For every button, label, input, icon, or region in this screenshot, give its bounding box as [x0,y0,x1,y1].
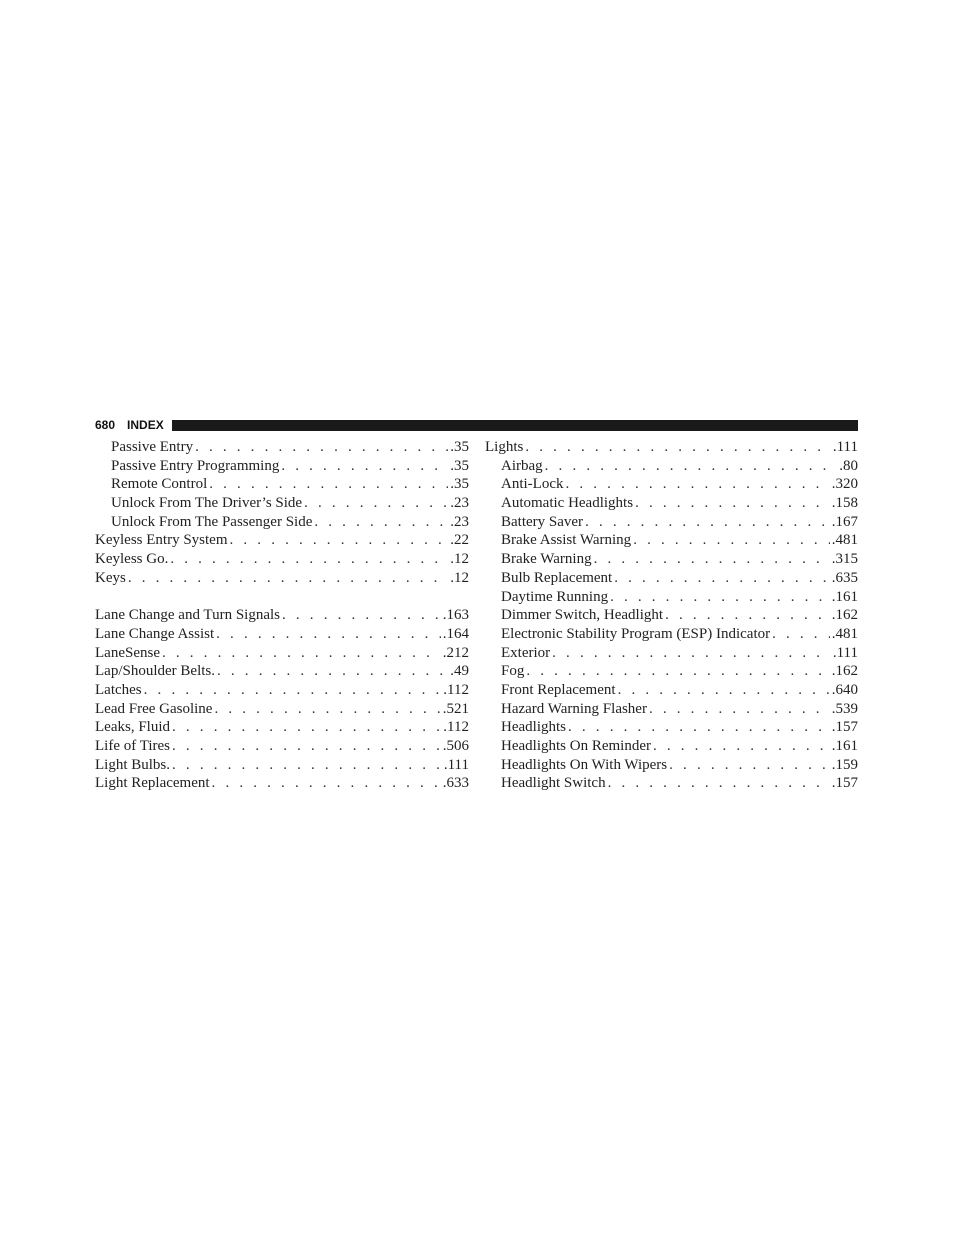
index-subentry [485,513,858,532]
index-subentry [485,774,858,793]
index-term: Automatic Headlights [501,495,634,512]
page-reference: .158 [831,495,858,512]
page-reference: .157 [831,719,858,736]
index-column-left [95,438,469,793]
index-subentry [95,457,469,476]
page-reference: .23 [450,495,469,512]
index-term: Headlights [501,719,566,736]
dot-leader [526,662,829,681]
index-entry [95,718,469,737]
page-reference: .12 [450,569,469,586]
dot-leader [633,531,830,550]
index-entry [95,681,469,700]
index-term: Lead Free Gasoline [95,700,213,717]
page-reference: .640 [831,681,858,698]
index-subentry [95,438,469,457]
index-term: Life of Tires [95,738,170,754]
page-reference: .539 [831,700,858,717]
dot-leader [172,737,441,756]
dot-leader [217,662,448,681]
index-subentry [485,625,858,644]
page-reference: .111 [443,756,469,773]
index-subentry [485,531,858,550]
dot-leader [304,494,448,513]
dot-leader [565,475,829,494]
dot-leader [772,625,830,644]
index-subentry [485,681,858,700]
dot-leader [214,700,440,719]
dot-leader [162,644,441,663]
index-subentry [485,718,858,737]
page-reference: .481 [831,625,858,642]
dot-leader [665,606,830,625]
index-subentry [95,513,469,532]
dot-leader [172,756,442,775]
index-subentry [485,494,858,513]
index-subentry [485,569,858,588]
dot-leader [209,475,448,494]
page-reference: .161 [831,588,858,605]
page-reference: .635 [831,569,858,586]
dot-leader [282,606,441,625]
index-term: Electronic Stability Program (ESP) Indicator [501,625,771,642]
index-term: Lights [485,439,524,455]
index-entry [95,774,469,793]
page-reference: .35 [450,476,469,493]
index-term: Keyless Go. [95,551,169,568]
index-entry [95,700,469,719]
index-term: Headlights On Reminder [501,738,651,754]
page-reference: .320 [831,476,858,493]
index-entry [95,606,469,625]
page-reference: .112 [443,681,469,698]
dot-leader [172,718,441,737]
dot-leader [216,625,441,644]
dot-leader [635,494,830,513]
page-reference: .111 [832,644,858,661]
index-term: Bulb Replacement [501,569,613,586]
index-term: Anti-Lock [501,476,564,493]
index-term: Dimmer Switch, Headlight [501,607,664,624]
dot-leader [610,588,830,607]
index-term: Passive Entry Programming [111,457,280,474]
index-term: Exterior [501,644,551,661]
index-entry [95,662,469,681]
page-reference: .111 [832,439,858,455]
index-entry [95,644,469,663]
page-reference: .315 [831,551,858,568]
index-subentry [485,737,858,756]
dot-leader [568,718,830,737]
index-subentry [485,662,858,681]
index-subentry [95,475,469,494]
page-reference: .521 [442,700,469,717]
dot-leader [614,569,830,588]
index-entry [95,756,469,775]
page-reference: .22 [450,532,469,549]
page-reference: .49 [450,663,469,680]
page-reference: .163 [442,607,469,624]
page-reference: .112 [443,719,469,736]
index-term: Light Replacement [95,775,210,792]
dot-leader [230,531,449,550]
page-reference: .12 [450,551,469,568]
index-subentry [485,644,858,663]
page-reference: .35 [450,439,469,455]
index-term: Lane Change Assist [95,625,215,642]
index-entry [95,569,469,588]
dot-leader [170,550,448,569]
dot-leader [212,774,441,793]
dot-leader [314,513,448,532]
index-term: LaneSense [95,644,160,661]
index-term: Airbag [501,457,543,474]
index-entry [95,550,469,569]
page-reference: .35 [450,457,469,474]
dot-leader [552,644,831,663]
page-reference: .481 [831,532,858,549]
index-term: Battery Saver [501,513,584,530]
index-column-right [485,438,858,793]
page-reference: .162 [831,607,858,624]
page-reference: .161 [831,738,858,754]
index-subentry [485,756,858,775]
index-subentry [485,700,858,719]
index-term: Leaks, Fluid [95,719,170,736]
page-reference: .164 [442,625,469,642]
page-reference: .80 [839,457,858,474]
dot-leader [281,457,448,476]
page-reference: .633 [442,775,469,792]
index-term: Latches [95,681,142,698]
index-entry [95,625,469,644]
index-term: Fog [501,663,525,680]
index-term: Brake Warning [501,551,592,568]
index-term: Front Replacement [501,681,616,698]
dot-leader [525,438,831,457]
index-entry [485,438,858,457]
index-term: Keys [95,569,126,586]
index-term: Hazard Warning Flasher [501,700,647,717]
index-term: Unlock From The Driver’s Side [111,495,303,512]
page-reference: .506 [442,738,469,754]
index-term: Passive Entry [111,439,194,455]
dot-leader [585,513,830,532]
index-subentry [485,457,858,476]
page-reference: .157 [831,775,858,792]
index-entry [95,737,469,756]
index-term: Lane Change and Turn Signals [95,607,280,624]
page-header [95,418,858,432]
index-term: Unlock From The Passenger Side [111,513,313,530]
dot-leader [144,681,442,700]
page-reference: .162 [831,663,858,680]
index-term: Light Bulbs. [95,756,171,773]
page-reference: .23 [450,513,469,530]
page-reference: .159 [831,756,858,773]
dot-leader [649,700,830,719]
index-subentry [485,606,858,625]
index-term: Daytime Running [501,588,609,605]
dot-leader [653,737,830,756]
index-term: Keyless Entry System [95,532,228,549]
header-rule [172,420,858,431]
dot-leader [128,569,448,588]
index-subentry [485,550,858,569]
page-reference: .167 [831,513,858,530]
index-subentry [485,475,858,494]
index-term: Headlights On With Wipers [501,756,668,773]
index-subentry [485,588,858,607]
index-term: Headlight Switch [501,775,606,792]
dot-leader [545,457,838,476]
index-entry [95,531,469,550]
section-title: INDEX [127,418,164,432]
page-number: 680 [95,418,116,432]
index-term: Remote Control [111,476,208,493]
index-spacer [95,588,469,607]
dot-leader [195,438,448,457]
page-reference: .212 [442,644,469,661]
index-subentry [95,494,469,513]
dot-leader [608,774,830,793]
index-term: Lap/Shoulder Belts. [95,663,215,680]
dot-leader [669,756,830,775]
dot-leader [594,550,830,569]
index-term: Brake Assist Warning [501,532,632,549]
dot-leader [618,681,830,700]
